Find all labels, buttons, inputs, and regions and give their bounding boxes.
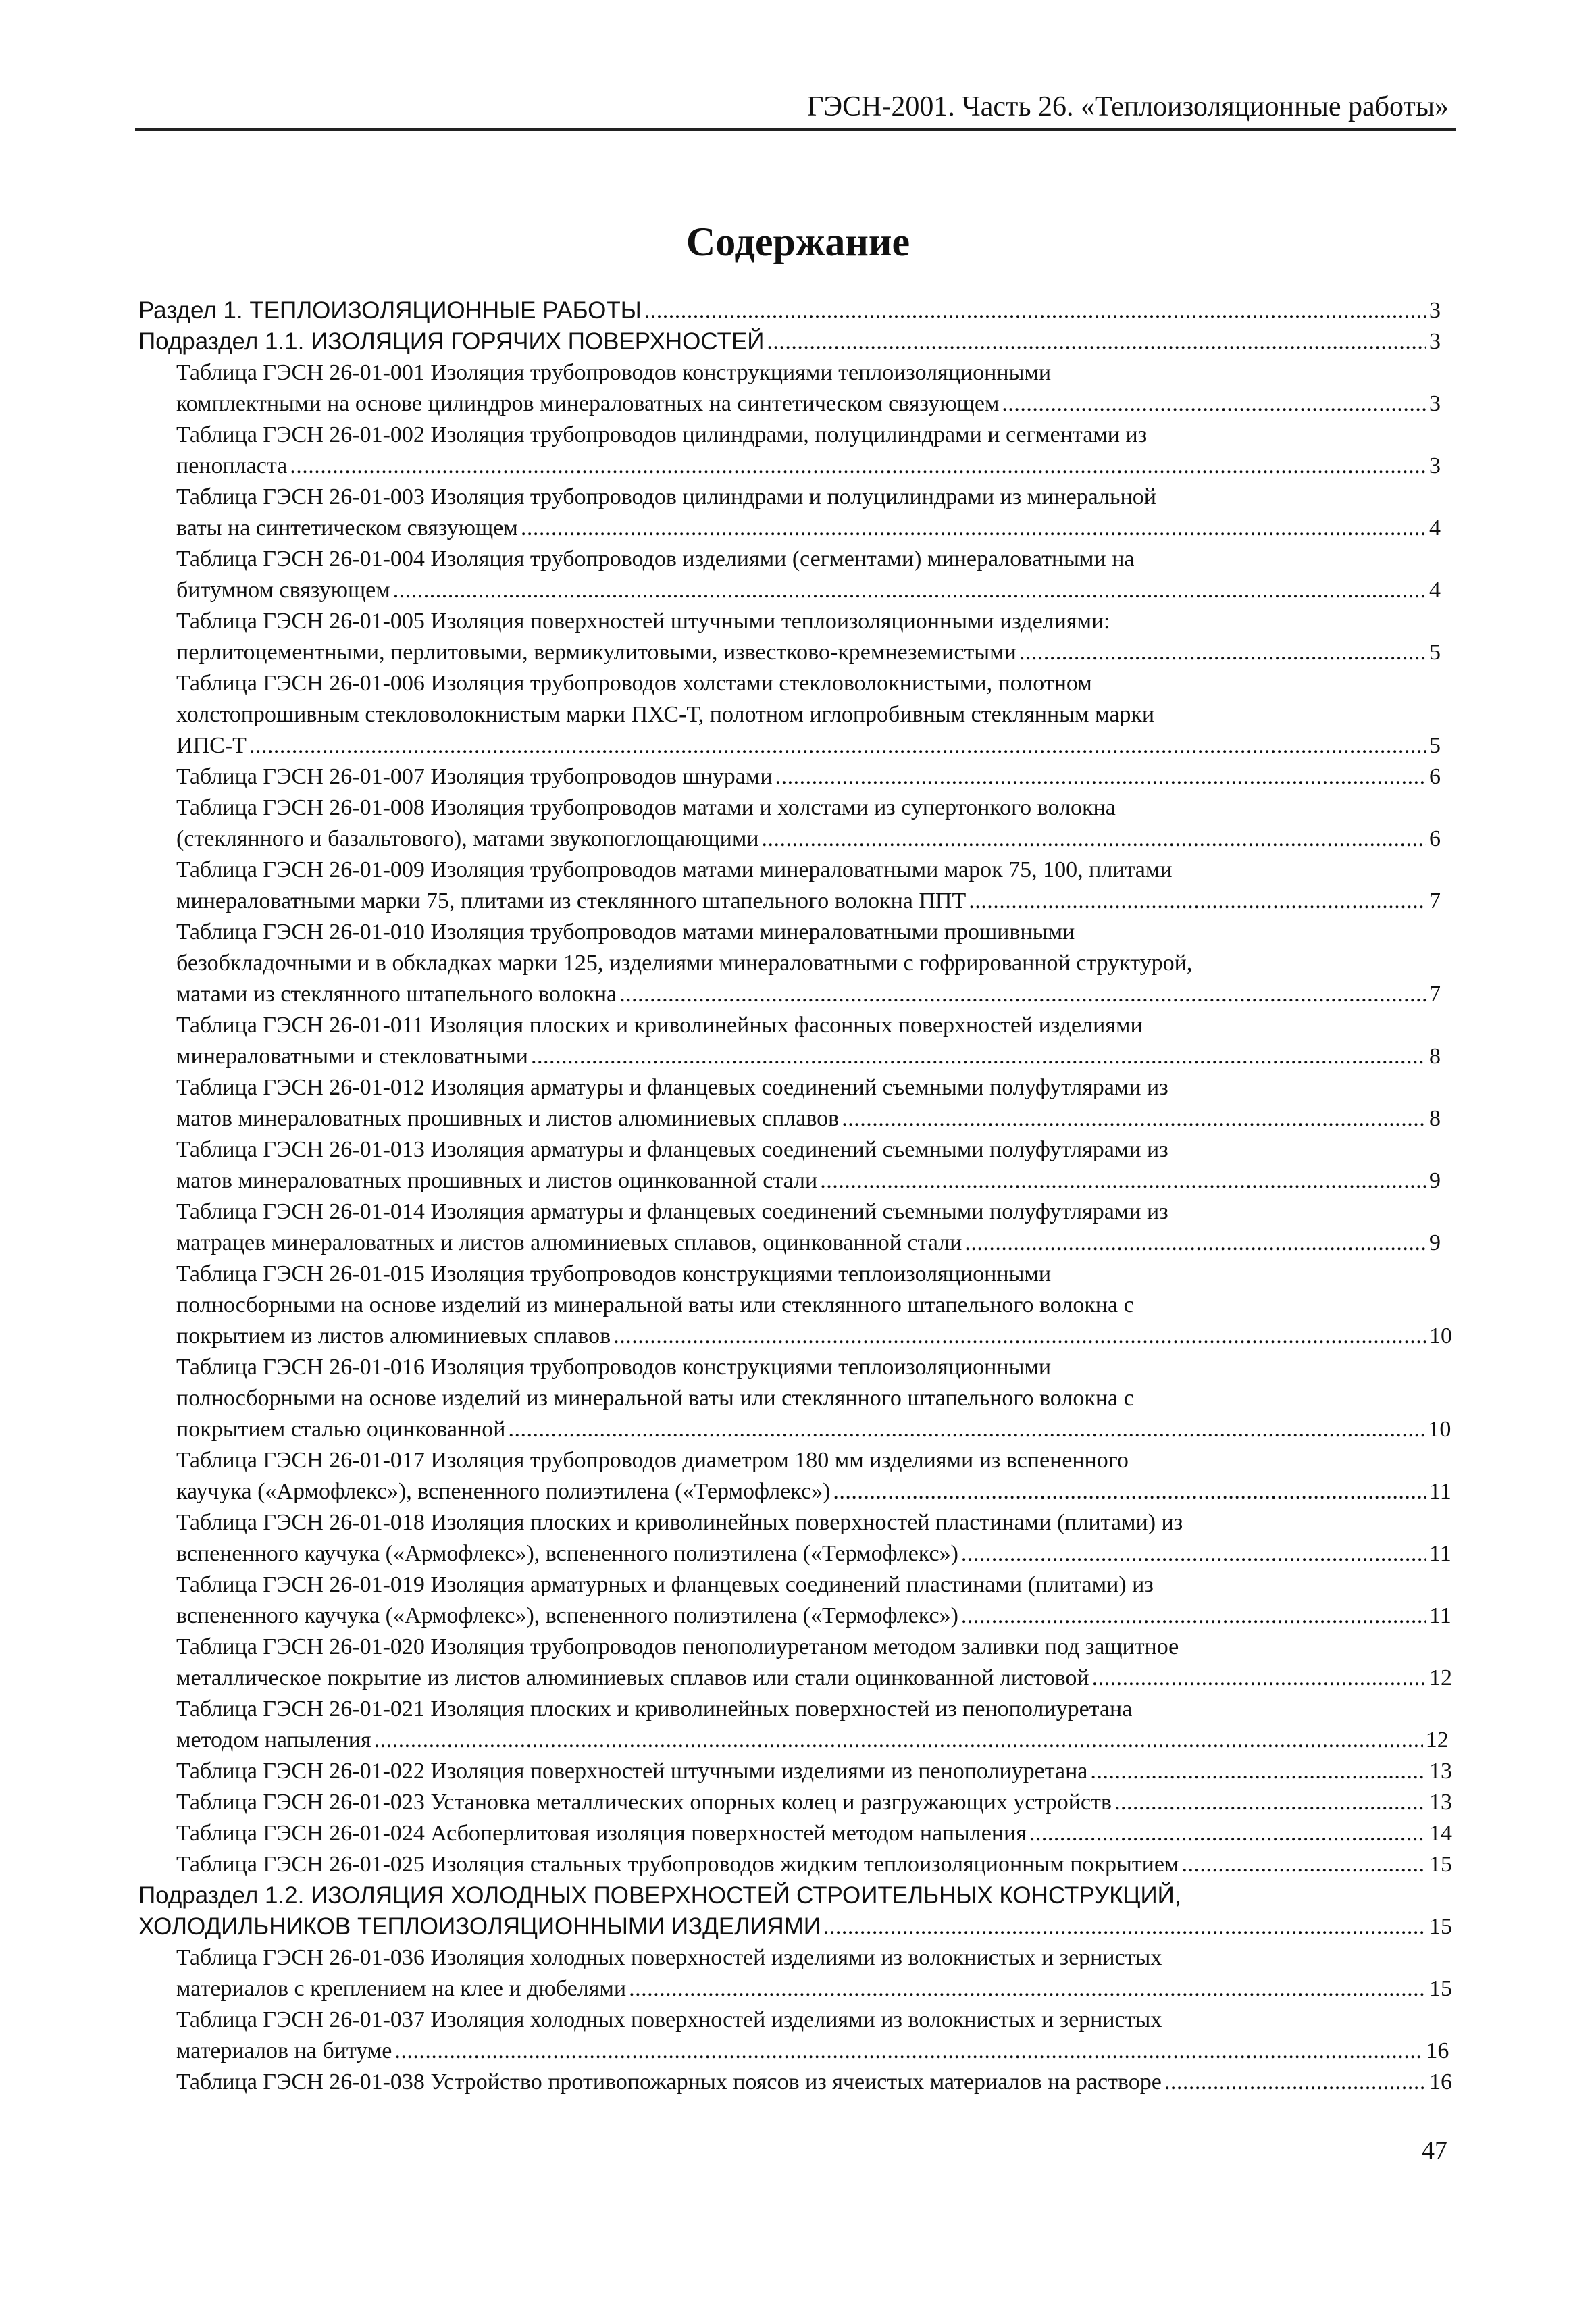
toc-entry-line: Таблица ГЭСН 26-01-004 Изоляция трубопроводов изделиями (сегментами) минераловатными на: [176, 547, 1135, 572]
toc-entry-lastline: [138, 295, 1445, 326]
toc-page-number: 12: [1429, 1665, 1452, 1690]
toc-entry-text: Таблица ГЭСН 26-01-007 Изоляция трубопроводов шнурами: [176, 764, 773, 789]
toc-entry-table[interactable]: [138, 855, 1445, 917]
toc-entry-text: Таблица ГЭСН 26-01-025 Изоляция стальных трубопроводов жидким теплоизоляционным покрытием: [176, 1852, 1179, 1877]
toc-page-number: 9: [1429, 1230, 1441, 1255]
toc-page-number: 13: [1429, 1759, 1452, 1784]
dot-leader: [964, 1228, 1426, 1259]
toc-entry-table[interactable]: [138, 1259, 1452, 1352]
dot-leader: [775, 761, 1426, 793]
toc-page-number: 13: [1429, 1790, 1452, 1815]
toc-entry-table[interactable]: [138, 606, 1445, 668]
toc-entry-line: Таблица ГЭСН 26-01-003 Изоляция трубопроводов цилиндрами и полуцилиндрами из минеральной: [176, 484, 1156, 509]
toc-entry-text: минераловатными и стекловатными: [176, 1044, 528, 1069]
toc-page-number: 11: [1429, 1603, 1451, 1628]
dot-leader: [531, 1041, 1426, 1072]
toc-entry-line: Таблица ГЭСН 26-01-012 Изоляция арматуры и фланцевых соединений съемными полуфутлярами из: [176, 1075, 1168, 1100]
toc-entry-table[interactable]: [138, 2005, 1449, 2067]
toc-entry-text: перлитоцементными, перлитовыми, вермикулитовыми, известково-кремнеземистыми: [176, 640, 1016, 665]
toc-page-number: 8: [1429, 1106, 1441, 1131]
toc-entry-line: Таблица ГЭСН 26-01-037 Изоляция холодных поверхностей изделиями из волокнистых и зернистых: [176, 2007, 1162, 2032]
toc-page-number: 15: [1429, 1852, 1452, 1877]
toc-entry-line: полносборными на основе изделий из минеральной ваты или стеклянного штапельного волокна с: [176, 1292, 1134, 1317]
toc-entry-lastline: [176, 1165, 1445, 1197]
toc-entry-text: минераловатными марки 75, плитами из стеклянного штапельного волокна ППТ: [176, 888, 967, 913]
toc-entry-table[interactable]: [138, 482, 1445, 544]
toc-entry-line: Таблица ГЭСН 26-01-020 Изоляция трубопроводов пенополиуретаном методом заливки под защитное: [176, 1634, 1179, 1659]
toc-entry-lastline: [176, 1103, 1445, 1134]
toc-entry-line: Таблица ГЭСН 26-01-013 Изоляция арматуры и фланцевых соединений съемными полуфутлярами из: [176, 1137, 1168, 1162]
toc-entry-line: Таблица ГЭСН 26-01-006 Изоляция трубопроводов холстами стекловолокнистыми, полотном: [176, 671, 1092, 696]
toc-entry-lastline: [176, 1041, 1445, 1072]
toc-entry-table[interactable]: [138, 2067, 1452, 2098]
toc-page-number: 14: [1429, 1821, 1452, 1846]
toc-entry-table[interactable]: [138, 1072, 1445, 1134]
toc-entry-text: Таблица ГЭСН 26-01-022 Изоляция поверхностей штучными изделиями из пенополиуретана: [176, 1759, 1088, 1784]
toc-entry-text: Таблица ГЭСН 26-01-023 Установка металлических опорных колец и разгружающих устройств: [176, 1790, 1112, 1815]
toc-entry-line: Таблица ГЭСН 26-01-021 Изоляция плоских и криволинейных поверхностей из пенополиуретана: [176, 1696, 1133, 1721]
toc-page-number: 10: [1429, 1324, 1452, 1349]
dot-leader: [767, 326, 1426, 357]
toc-page-number: 12: [1425, 1728, 1449, 1753]
dot-leader: [1181, 1849, 1426, 1880]
toc-entry-text: матами из стеклянного штапельного волокна: [176, 982, 617, 1007]
toc-page-number: 8: [1429, 1044, 1441, 1069]
table-of-contents: [138, 295, 1452, 2098]
toc-entry-text: битумном связующем: [176, 578, 390, 603]
toc-entry-line: Таблица ГЭСН 26-01-010 Изоляция трубопроводов матами минераловатными прошивными: [176, 920, 1075, 945]
toc-entry-table[interactable]: [138, 1632, 1452, 1694]
toc-entry-lastline: [138, 1911, 1452, 1942]
toc-entry-section[interactable]: [138, 295, 1445, 326]
toc-page-number: 5: [1429, 640, 1441, 665]
toc-page-number: 3: [1429, 329, 1441, 354]
toc-entry-lastline: [176, 1787, 1452, 1818]
toc-entry-text: каучука («Армофлекс»), вспененного полиэтилена («Термофлекс»): [176, 1479, 831, 1504]
toc-page-number: 11: [1429, 1479, 1451, 1504]
dot-leader: [1090, 1756, 1426, 1787]
dot-leader: [969, 886, 1426, 917]
toc-entry-table[interactable]: [138, 1010, 1445, 1072]
toc-entry-text: вспененного каучука («Армофлекс»), вспененного полиэтилена («Термофлекс»): [176, 1541, 958, 1566]
toc-entry-table[interactable]: [138, 668, 1445, 761]
toc-entry-lastline: [176, 979, 1445, 1010]
dot-leader: [521, 513, 1426, 544]
toc-entry-table[interactable]: [138, 357, 1445, 420]
toc-entry-lastline: [176, 824, 1445, 855]
toc-entry-lastline: [176, 1321, 1452, 1352]
dot-leader: [823, 1911, 1426, 1942]
toc-entry-lastline: [176, 1756, 1452, 1787]
toc-entry-table[interactable]: [138, 1569, 1451, 1632]
toc-entry-line: Таблица ГЭСН 26-01-016 Изоляция трубопроводов конструкциями теплоизоляционными: [176, 1355, 1052, 1380]
toc-entry-text: ХОЛОДИЛЬНИКОВ ТЕПЛОИЗОЛЯЦИОННЫМИ ИЗДЕЛИЯМИ: [138, 1913, 821, 1940]
toc-entry-line: Таблица ГЭСН 26-01-005 Изоляция поверхностей штучными теплоизоляционными изделиями:: [176, 609, 1110, 634]
toc-entry-table[interactable]: [138, 420, 1445, 482]
header-title: ГЭСН-2001. Часть 26. «Теплоизоляционные работы»: [807, 91, 1449, 122]
dot-leader: [629, 1973, 1426, 2005]
toc-entry-lastline: [176, 1818, 1452, 1849]
toc-entry-text: покрытием из листов алюминиевых сплавов: [176, 1324, 611, 1349]
toc-entry-text: пенопласта: [176, 453, 288, 478]
toc-entry-text: комплектными на основе цилиндров минераловатных на синтетическом связующем: [176, 391, 1000, 416]
dot-leader: [961, 1601, 1426, 1632]
toc-entry-subsection[interactable]: [138, 1880, 1452, 1942]
toc-entry-lastline: [138, 326, 1445, 357]
toc-page-number: 6: [1429, 826, 1441, 851]
dot-leader: [961, 1538, 1426, 1569]
toc-entry-lastline: [176, 575, 1445, 606]
toc-entry-line: Таблица ГЭСН 26-01-002 Изоляция трубопроводов цилиндрами, полуцилиндрами и сегментами из: [176, 422, 1148, 447]
toc-entry-table[interactable]: [138, 1507, 1451, 1569]
toc-entry-lastline: [176, 1601, 1451, 1632]
toc-entry-table[interactable]: [138, 1787, 1452, 1818]
toc-entry-table[interactable]: [138, 1197, 1445, 1259]
toc-page-number: 10: [1428, 1417, 1451, 1442]
toc-page-number: 7: [1429, 888, 1441, 913]
toc-page-number: 9: [1429, 1168, 1441, 1193]
toc-entry-text: Раздел 1. ТЕПЛОИЗОЛЯЦИОННЫЕ РАБОТЫ: [138, 297, 642, 324]
toc-entry-lastline: [176, 2067, 1452, 2098]
dot-leader: [833, 1476, 1426, 1507]
toc-entry-text: Подраздел 1.1. ИЗОЛЯЦИЯ ГОРЯЧИХ ПОВЕРХНОСТЕЙ: [138, 328, 765, 355]
page-number: 47: [1422, 2136, 1447, 2165]
toc-entry-lastline: [176, 1476, 1451, 1507]
toc-entry-lastline: [176, 637, 1445, 668]
toc-page-number: 15: [1429, 1914, 1452, 1939]
toc-entry-line: Таблица ГЭСН 26-01-017 Изоляция трубопроводов диаметром 180 мм изделиями из вспененного: [176, 1448, 1129, 1473]
toc-page-number: 3: [1429, 391, 1441, 416]
dot-leader: [394, 2036, 1423, 2067]
page-title: Содержание: [686, 220, 910, 264]
toc-page-number: 4: [1429, 578, 1441, 603]
toc-entry-text: ваты на синтетическом связующем: [176, 515, 518, 540]
toc-entry-text: покрытием сталью оцинкованной: [176, 1417, 506, 1442]
toc-entry-lastline: [176, 388, 1445, 420]
toc-entry-lastline: [176, 513, 1445, 544]
toc-page-number: 15: [1429, 1976, 1452, 2001]
dot-leader: [290, 451, 1426, 482]
dot-leader: [1002, 388, 1426, 420]
toc-page-number: 16: [1426, 2038, 1449, 2063]
toc-entry-lastline: [176, 1663, 1452, 1694]
toc-entry-line: Таблица ГЭСН 26-01-008 Изоляция трубопроводов матами и холстами из супертонкого волокна: [176, 795, 1116, 820]
toc-entry-line: Таблица ГЭСН 26-01-001 Изоляция трубопроводов конструкциями теплоизоляционными: [176, 360, 1052, 385]
toc-entry-text: Таблица ГЭСН 26-01-024 Асбоперлитовая изоляция поверхностей методом напыления: [176, 1821, 1027, 1846]
toc-entry-lastline: [176, 1538, 1451, 1569]
toc-page-number: 11: [1429, 1541, 1451, 1566]
toc-entry-lastline: [176, 1228, 1445, 1259]
running-header: [135, 88, 1456, 131]
toc-entry-text: (стеклянного и базальтового), матами звукопоглощающими: [176, 826, 759, 851]
toc-entry-line: холстопрошивным стекловолокнистым марки ПХС-Т, полотном иглопробивным стеклянным марки: [176, 702, 1155, 727]
toc-entry-text: матов минераловатных прошивных и листов алюминиевых сплавов: [176, 1106, 840, 1131]
toc-page-number: 5: [1429, 733, 1441, 758]
toc-entry-lastline: [176, 761, 1445, 793]
toc-entry-table[interactable]: [138, 1352, 1451, 1445]
toc-entry-line: Таблица ГЭСН 26-01-019 Изоляция арматурных и фланцевых соединений пластинами (плитами) из: [176, 1572, 1154, 1597]
toc-page-number: 4: [1429, 515, 1441, 540]
dot-leader: [842, 1103, 1426, 1134]
toc-entry-text: методом напыления: [176, 1728, 371, 1753]
dot-leader: [1164, 2067, 1426, 2098]
toc-entry-text: матов минераловатных прошивных и листов оцинкованной стали: [176, 1168, 818, 1193]
toc-entry-lastline: [176, 1725, 1449, 1756]
toc-entry-lastline: [176, 730, 1445, 761]
toc-entry-line: полносборными на основе изделий из минеральной ваты или стеклянного штапельного волокна с: [176, 1386, 1134, 1411]
dot-leader: [509, 1414, 1426, 1445]
toc-entry-line: Таблица ГЭСН 26-01-018 Изоляция плоских и криволинейных поверхностей пластинами (плитами) из: [176, 1510, 1183, 1535]
dot-leader: [393, 575, 1426, 606]
toc-entry-table[interactable]: [138, 761, 1445, 793]
toc-entry-subsection[interactable]: [138, 326, 1445, 357]
toc-entry-table[interactable]: [138, 544, 1445, 606]
dot-leader: [1114, 1787, 1426, 1818]
toc-entry-lastline: [176, 886, 1445, 917]
toc-entry-text: матрацев минераловатных и листов алюминиевых сплавов, оцинкованной стали: [176, 1230, 962, 1255]
toc-entry-table[interactable]: [138, 1818, 1452, 1849]
dot-leader: [1092, 1663, 1426, 1694]
toc-entry-table[interactable]: [138, 1694, 1449, 1756]
toc-entry-line: Подраздел 1.2. ИЗОЛЯЦИЯ ХОЛОДНЫХ ПОВЕРХНОСТЕЙ СТРОИТЕЛЬНЫХ КОНСТРУКЦИЙ,: [138, 1882, 1181, 1909]
toc-page-number: 6: [1429, 764, 1441, 789]
toc-entry-table[interactable]: [138, 793, 1445, 855]
toc-entry-lastline: [176, 1973, 1452, 2005]
dot-leader: [374, 1725, 1423, 1756]
toc-entry-line: безобкладочными и в обкладках марки 125, изделиями минераловатными с гофрированной структурой,: [176, 951, 1193, 976]
toc-entry-line: Таблица ГЭСН 26-01-009 Изоляция трубопроводов матами минераловатными марок 75, 100, плитами: [176, 857, 1173, 882]
toc-entry-lastline: [176, 1849, 1452, 1880]
toc-entry-text: материалов с креплением на клее и дюбелями: [176, 1976, 627, 2001]
toc-entry-line: Таблица ГЭСН 26-01-036 Изоляция холодных поверхностей изделиями из волокнистых и зернистых: [176, 1945, 1162, 1970]
toc-page-number: 7: [1429, 982, 1441, 1007]
toc-entry-text: ИПС-Т: [176, 733, 247, 758]
toc-entry-lastline: [176, 1414, 1451, 1445]
toc-entry-text: Таблица ГЭСН 26-01-038 Устройство противопожарных поясов из ячеистых материалов на растворе: [176, 2069, 1162, 2094]
toc-entry-line: Таблица ГЭСН 26-01-011 Изоляция плоских и криволинейных фасонных поверхностей изделиями: [176, 1013, 1143, 1038]
toc-page-number: 3: [1429, 453, 1441, 478]
toc-entry-lastline: [176, 2036, 1449, 2067]
dot-leader: [762, 824, 1426, 855]
toc-entry-line: Таблица ГЭСН 26-01-014 Изоляция арматуры и фланцевых соединений съемными полуфутлярами из: [176, 1199, 1168, 1224]
toc-page-number: 3: [1429, 298, 1441, 323]
toc-entry-table[interactable]: [138, 1942, 1452, 2005]
dot-leader: [1019, 637, 1426, 668]
dot-leader: [613, 1321, 1426, 1352]
toc-entry-table[interactable]: [138, 1849, 1452, 1880]
toc-entry-table[interactable]: [138, 1756, 1452, 1787]
toc-entry-table[interactable]: [138, 1445, 1451, 1507]
dot-leader: [1029, 1818, 1426, 1849]
toc-entry-line: Таблица ГЭСН 26-01-015 Изоляция трубопроводов конструкциями теплоизоляционными: [176, 1261, 1052, 1286]
toc-entry-text: материалов на битуме: [176, 2038, 392, 2063]
dot-leader: [644, 295, 1426, 326]
toc-entry-text: металлическое покрытие из листов алюминиевых сплавов или стали оцинкованной листовой: [176, 1665, 1089, 1690]
toc-entry-table[interactable]: [138, 1134, 1445, 1197]
dot-leader: [249, 730, 1426, 761]
dot-leader: [820, 1165, 1426, 1197]
toc-entry-text: вспененного каучука («Армофлекс»), вспененного полиэтилена («Термофлекс»): [176, 1603, 958, 1628]
toc-entry-table[interactable]: [138, 917, 1445, 1010]
toc-entry-lastline: [176, 451, 1445, 482]
toc-page-number: 16: [1429, 2069, 1452, 2094]
dot-leader: [619, 979, 1426, 1010]
